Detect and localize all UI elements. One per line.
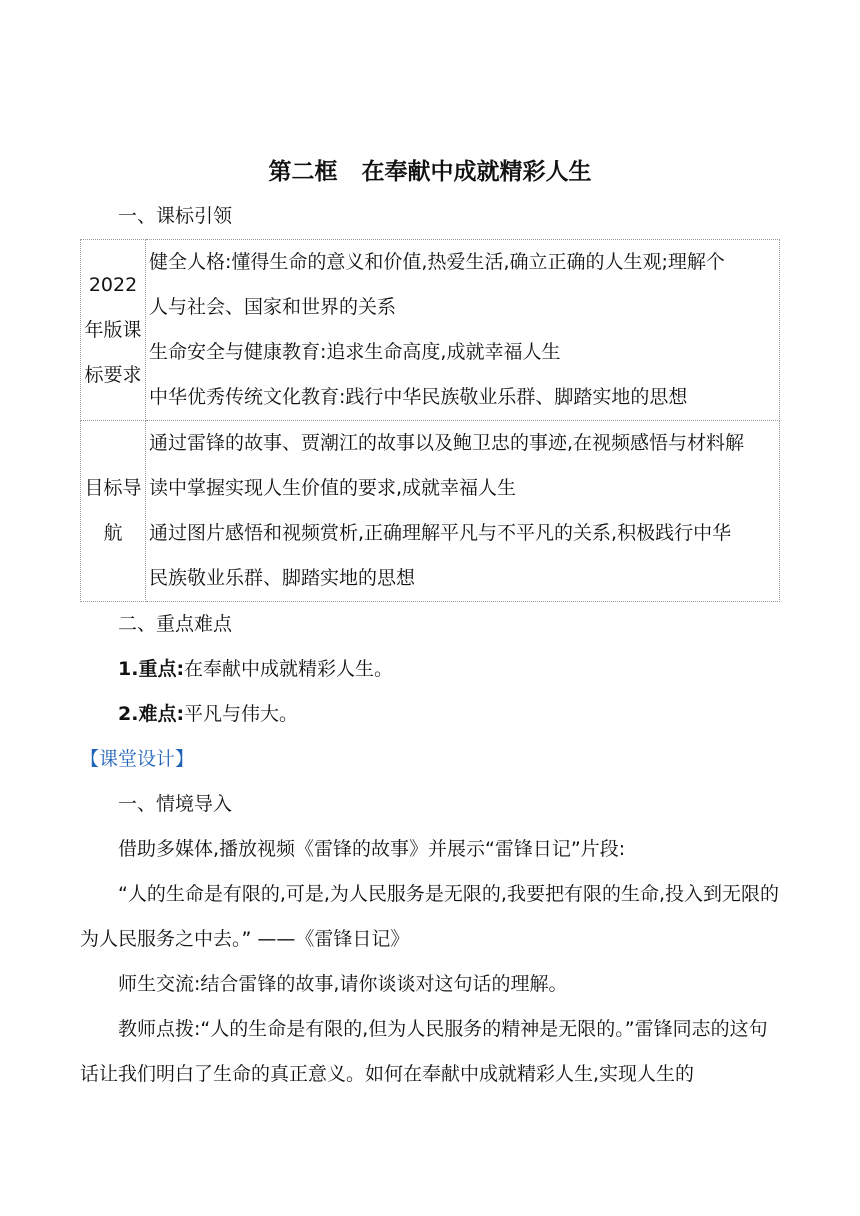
- teacher-guidance-paragraph: 教师点拨:“人的生命是有限的,但为人民服务的精神是无限的。”雷锋同志的这句话让我们明白了生命的真正意义。如何在奉献中成就精彩人生,实现人生的: [80, 1018, 768, 1085]
- row1-content: [146, 240, 780, 421]
- row2-line: 通过图片感悟和视频赏析,正确理解平凡与不平凡的关系,积极践行中华: [149, 522, 732, 544]
- table-row: [81, 240, 780, 421]
- class-design-banner: 【课堂设计】: [80, 748, 195, 770]
- difficult-point-label: 2.难点:: [118, 703, 185, 725]
- quote-paragraph: “人的生命是有限的,可是,为人民服务是无限的,我要把有限的生命,投入到无限的为人民服务之中去。” ——《雷锋日记》: [80, 883, 780, 950]
- row1-line: 中华优秀传统文化教育:践行中华民族敬业乐群、脚踏实地的思想: [149, 386, 688, 408]
- intro-heading: 一、情境导入: [118, 793, 233, 815]
- row1-label: 2022年版课标要求: [81, 240, 146, 421]
- row2-line: 读中掌握实现人生价值的要求,成就幸福人生: [149, 477, 517, 499]
- row2-line: 通过雷锋的故事、贾潮江的故事以及鲍卫忠的事迹,在视频感悟与材料解: [149, 432, 745, 454]
- key-point-text: 在奉献中成就精彩人生。: [184, 658, 394, 680]
- row2-line: 民族敬业乐群、脚踏实地的思想: [149, 567, 416, 589]
- lesson-title: [80, 150, 780, 194]
- lesson-title-part2: 在奉献中成就精彩人生: [361, 159, 592, 185]
- row1-line: 健全人格:懂得生命的意义和价值,热爱生活,确立正确的人生观;理解个: [149, 251, 725, 273]
- row2-label: 目标导航: [81, 421, 146, 602]
- row1-line: 人与社会、国家和世界的关系: [149, 296, 397, 318]
- difficult-point: [80, 692, 780, 737]
- table-row: [81, 421, 780, 602]
- discussion-paragraph: 师生交流:结合雷锋的故事,请你谈谈对这句话的理解。: [118, 973, 568, 995]
- section2-heading: 二、重点难点: [118, 613, 233, 635]
- difficult-point-text: 平凡与伟大。: [184, 703, 299, 725]
- section1-heading: 一、课标引领: [118, 205, 233, 227]
- curriculum-standard-table: [80, 239, 780, 602]
- row2-content: [146, 421, 780, 602]
- document-page: [80, 150, 780, 1097]
- intro-paragraph-1: 借助多媒体,播放视频《雷锋的故事》并展示“雷锋日记”片段:: [118, 838, 626, 860]
- key-point-label: 1.重点:: [118, 658, 185, 680]
- key-point: [80, 647, 780, 692]
- row1-line: 生命安全与健康教育:追求生命高度,成就幸福人生: [149, 341, 561, 363]
- lesson-title-part1: 第二框: [268, 159, 338, 185]
